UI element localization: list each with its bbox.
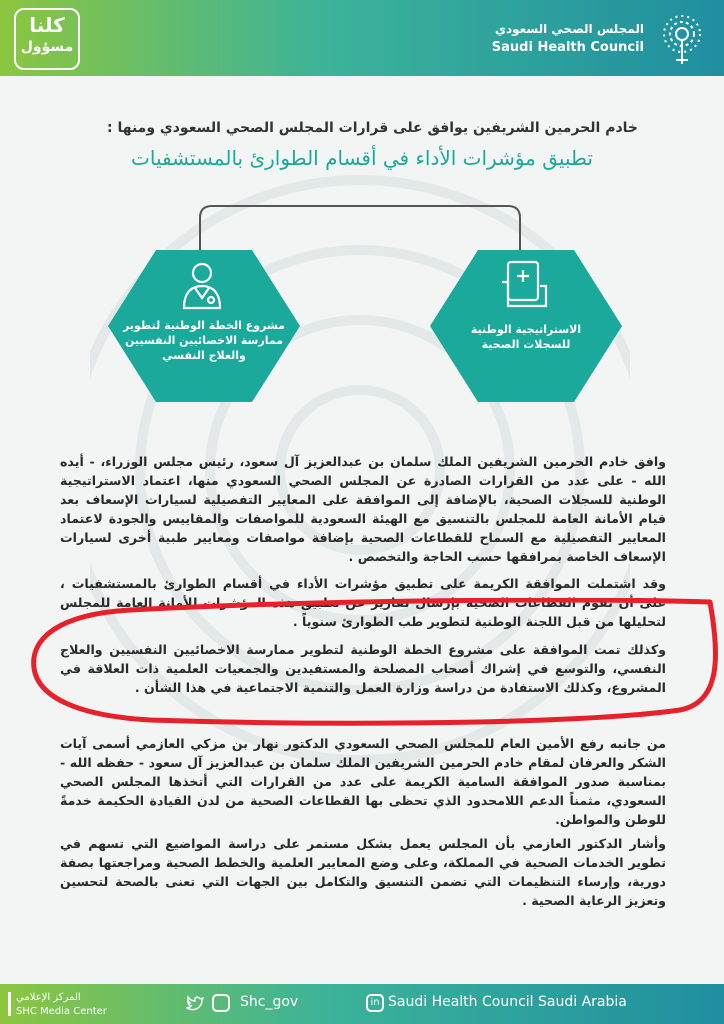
social-handle[interactable]: Shc_gov xyxy=(240,994,299,1010)
paragraph-4: من جانبه رفع الأمين العام للمجلس الصحي السعودي الدكتور نهار بن مزكي العازمي أسمى آيات الشكر والعرفان لمقام خادم الحرمين الشريفين الملك سلمان بن عبدالعزيز آل سعود - حفظه الله - بمناسبة صدور الموافقة السامية الكريمة على عدد من القرارات التي أتخذها المجلس الصحي السعودي، مثمناً الدعم اللامحدود الذي تحظى بها القطاعات الصحية من لدن القيادة الحكيمة خدمةً للوطن والمواطن. xyxy=(60,736,666,827)
footer-bar xyxy=(0,984,724,1024)
badge-line2: مسؤول xyxy=(20,39,74,55)
right-hexagon-label: الاستراتيجية الوطنية للسجلات الصحية xyxy=(470,323,582,351)
paragraph-1: وافق خادم الحرمين الشريفين الملك سلمان بن عبدالعزيز آل سعود، رئيس مجلس الوزراء، - أيده الله - على عدد من القرارات الصادرة عن المجلس الصحي السعودي منها، اعتماد الاستراتيجية الوطنية للسجلات الصحية، بالإضافة إلى الموافقة على المعايير التفصيلية لسيارات الإسعاف بعد قيام الأمانة العامة للمجلس بالتنسيق مع الهيئة السعودية للمواصفات والمقاييس والجودة لاعتماد المعايير التفصيلية مع السماح للقطاعات الصحية بإضافة مواصفات ومعايير طبية أخرى لسيارات الإسعاف الخاصة بمرافقها حسب الحاجة والتخصص . xyxy=(60,454,666,564)
headline: خادم الحرمين الشريفين يوافق على قرارات المجلس الصحي السعودي ومنها : xyxy=(106,120,638,136)
health-records-icon xyxy=(500,258,550,310)
header-bar xyxy=(0,0,724,76)
paragraph-2: وقد اشتملت الموافقة الكريمة على تطبيق مؤشرات الأداء في أقسام الطوارئ بالمستشفيات ، على أن تقوم القطاعات الصحية بإرسال تقارير عن تطبيق هذه المؤشرات للأمانة العامة للمجلس لتحليلها من قبل اللجنة الوطنية لتطوير طب الطوارئ سنوياً . xyxy=(60,576,666,629)
shc-emblem-icon xyxy=(654,10,710,66)
left-hexagon-label: مشروع الخطة الوطنية لتطوير ممارسة الاخصائيين النفسيين والعلاج النفسي xyxy=(123,319,285,362)
media-center-arabic: المركز الإعلامي xyxy=(16,992,81,1003)
doctor-icon xyxy=(180,260,224,310)
logo-english: Saudi Health Council xyxy=(491,40,644,55)
paragraph-5: وأشار الدكتور العازمي بأن المجلس يعمل بشكل مستمر على دراسة المواضيع التي تسهم في تطوير الخدمات الصحية في المملكة، وعلى وضع المعايير العلمية والخطط الصحية ومراجعتها بصفة دورية، وإرساء التنظيمات التي تضمن التنسيق والتكامل بين الجهات التي تعنى بالصحة لتحسين وتعزيز الرعاية الصحية . xyxy=(60,836,666,908)
subheadline: تطبيق مؤشرات الأداء في أقسام الطوارئ بالمستشفيات xyxy=(131,146,593,170)
kulna-masool-badge xyxy=(14,8,80,70)
logo-arabic: المجلس الصحي السعودي xyxy=(494,22,644,36)
linkedin-name[interactable]: Saudi Health Council Saudi Arabia xyxy=(388,994,627,1010)
linkedin-icon[interactable]: in xyxy=(366,994,384,1012)
instagram-icon[interactable] xyxy=(212,994,230,1012)
twitter-icon[interactable] xyxy=(186,994,204,1012)
badge-line1: كلنا xyxy=(29,13,65,37)
paragraph-3: وكذلك تمت الموافقة على مشروع الخطة الوطنية لتطوير ممارسة الاخصائيين النفسيين والعلاج النفسي، والتوسع في إشراك أصحاب المصلحة والمستفيدين والجمعيات العلمية ذات العلاقة في المشروع، وكذلك الاستفادة من دراسة وزارة العمل والتنمية الاجتماعية في هذا الشأن . xyxy=(60,642,666,695)
media-center-english: SHC Media Center xyxy=(16,1006,107,1017)
shc-logo xyxy=(370,10,710,66)
red-highlight-circle xyxy=(20,598,720,730)
